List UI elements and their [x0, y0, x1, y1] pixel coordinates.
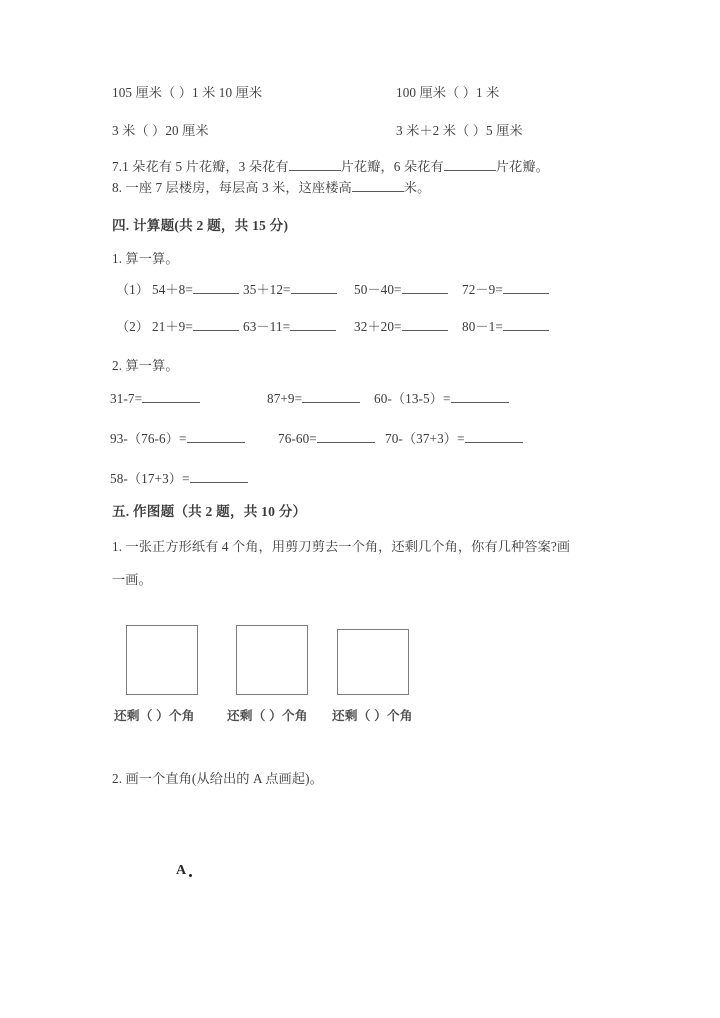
q1-row1-expr-1: 54＋8=	[152, 282, 193, 297]
q2-row3-item-1	[110, 472, 248, 485]
item8-text-b: 米。	[403, 180, 431, 195]
item7-blank-1[interactable]	[289, 170, 341, 171]
q2-row3-blank-1[interactable]	[190, 482, 248, 483]
q1-row2-expr-3: 32＋20=	[354, 319, 402, 334]
q2-row1-expr-2: 87+9=	[267, 391, 303, 406]
q1-row1-blank-1[interactable]	[193, 293, 239, 294]
q1-row2-expr-4: 80－1=	[462, 319, 503, 334]
item7-text-a: 7.1 朵花有 5 片花瓣，3 朵花有	[112, 159, 289, 174]
square-caption-3: 还剩（ ）个角	[332, 709, 413, 723]
q1-row2-item-3	[354, 320, 448, 333]
q1-row2-expr-1: 21＋9=	[152, 319, 193, 334]
q2-row1-item-1	[110, 392, 200, 405]
q2-row2-item-3	[385, 432, 523, 445]
fill-item-8	[112, 181, 430, 194]
q1-row2-item-4	[462, 320, 549, 333]
fill-item-7	[112, 160, 549, 173]
q2-row1-expr-3: 60-（13-5）=	[374, 391, 451, 406]
q1-row1-label-wrap	[116, 283, 149, 296]
q1-row1-blank-4[interactable]	[503, 293, 549, 294]
q2-row1-item-2	[267, 392, 360, 405]
q1-row1-item-2	[243, 283, 337, 296]
q2-row1-blank-2[interactable]	[302, 402, 360, 403]
section4-q1-title: 1. 算一算。	[112, 251, 179, 266]
q1-row2-expr-2: 63－11=	[243, 319, 291, 334]
item8-blank-1[interactable]	[352, 191, 404, 192]
comparison-row2-right: 3 米＋2 米（ ）5 厘米	[396, 123, 523, 138]
q1-row2-item-2	[243, 320, 336, 333]
q1-row2-blank-4[interactable]	[503, 330, 549, 331]
q2-row2-item-1	[110, 432, 245, 445]
q1-row1-expr-2: 35＋12=	[243, 282, 291, 297]
q2-row1-item-3	[374, 392, 509, 405]
item7-blank-2[interactable]	[444, 170, 496, 171]
section5-q1-line1: 1. 一张正方形纸有 4 个角，用剪刀剪去一个角，还剩几个角，你有几种答案?画	[112, 539, 571, 554]
q2-row3-expr-1: 58-（17+3）=	[110, 471, 190, 486]
square-caption-2: 还剩（ ）个角	[227, 709, 308, 723]
q2-row2-item-2	[278, 432, 375, 445]
q1-row1-item-1	[152, 283, 239, 296]
q1-row1-item-3	[354, 283, 448, 296]
comparison-row2-left: 3 米（ ）20 厘米	[112, 123, 209, 138]
section4-heading: 四. 计算题(共 2 题，共 15 分)	[112, 218, 289, 233]
answer-square-2[interactable]	[236, 625, 308, 695]
square-caption-1: 还剩（ ）个角	[114, 709, 195, 723]
point-a-label: A	[176, 863, 187, 878]
section4-q2-title: 2. 算一算。	[112, 358, 179, 373]
q1-row1-label: （1）	[116, 282, 149, 297]
q2-row2-blank-2[interactable]	[317, 442, 375, 443]
q1-row2-blank-1[interactable]	[193, 330, 239, 331]
q1-row1-expr-3: 50－40=	[354, 282, 402, 297]
q1-row2-label-wrap	[116, 320, 149, 333]
q1-row1-item-4	[462, 283, 549, 296]
comparison-row1-right: 100 厘米（ ）1 米	[396, 85, 500, 100]
q1-row1-blank-3[interactable]	[402, 293, 448, 294]
point-a-dot	[189, 874, 192, 877]
section5-q2-line1: 2. 画一个直角(从给出的 A 点画起)。	[112, 771, 323, 786]
answer-square-3[interactable]	[337, 629, 409, 695]
q2-row1-blank-1[interactable]	[142, 402, 200, 403]
comparison-row1-left: 105 厘米（ ）1 米 10 厘米	[112, 85, 263, 100]
q2-row2-expr-1: 93-（76-6）=	[110, 431, 187, 446]
q2-row2-expr-2: 76-60=	[278, 431, 317, 446]
q2-row2-blank-3[interactable]	[465, 442, 523, 443]
q1-row2-item-1	[152, 320, 239, 333]
q2-row2-expr-3: 70-（37+3）=	[385, 431, 465, 446]
q1-row2-blank-3[interactable]	[402, 330, 448, 331]
item7-text-c: 片花瓣。	[495, 159, 549, 174]
q2-row2-blank-1[interactable]	[187, 442, 245, 443]
section5-q1-line2: 一画。	[112, 572, 152, 587]
q2-row1-blank-3[interactable]	[451, 402, 509, 403]
answer-square-1[interactable]	[126, 625, 198, 695]
q1-row1-blank-2[interactable]	[291, 293, 337, 294]
item7-text-b: 片花瓣，6 朵花有	[340, 159, 444, 174]
q1-row2-label: （2）	[116, 319, 149, 334]
item8-text-a: 8. 一座 7 层楼房，每层高 3 米，这座楼高	[112, 180, 352, 195]
q1-row2-blank-2[interactable]	[290, 330, 336, 331]
q1-row1-expr-4: 72－9=	[462, 282, 503, 297]
section5-heading: 五. 作图题（共 2 题，共 10 分）	[112, 504, 307, 519]
q2-row1-expr-1: 31-7=	[110, 391, 143, 406]
